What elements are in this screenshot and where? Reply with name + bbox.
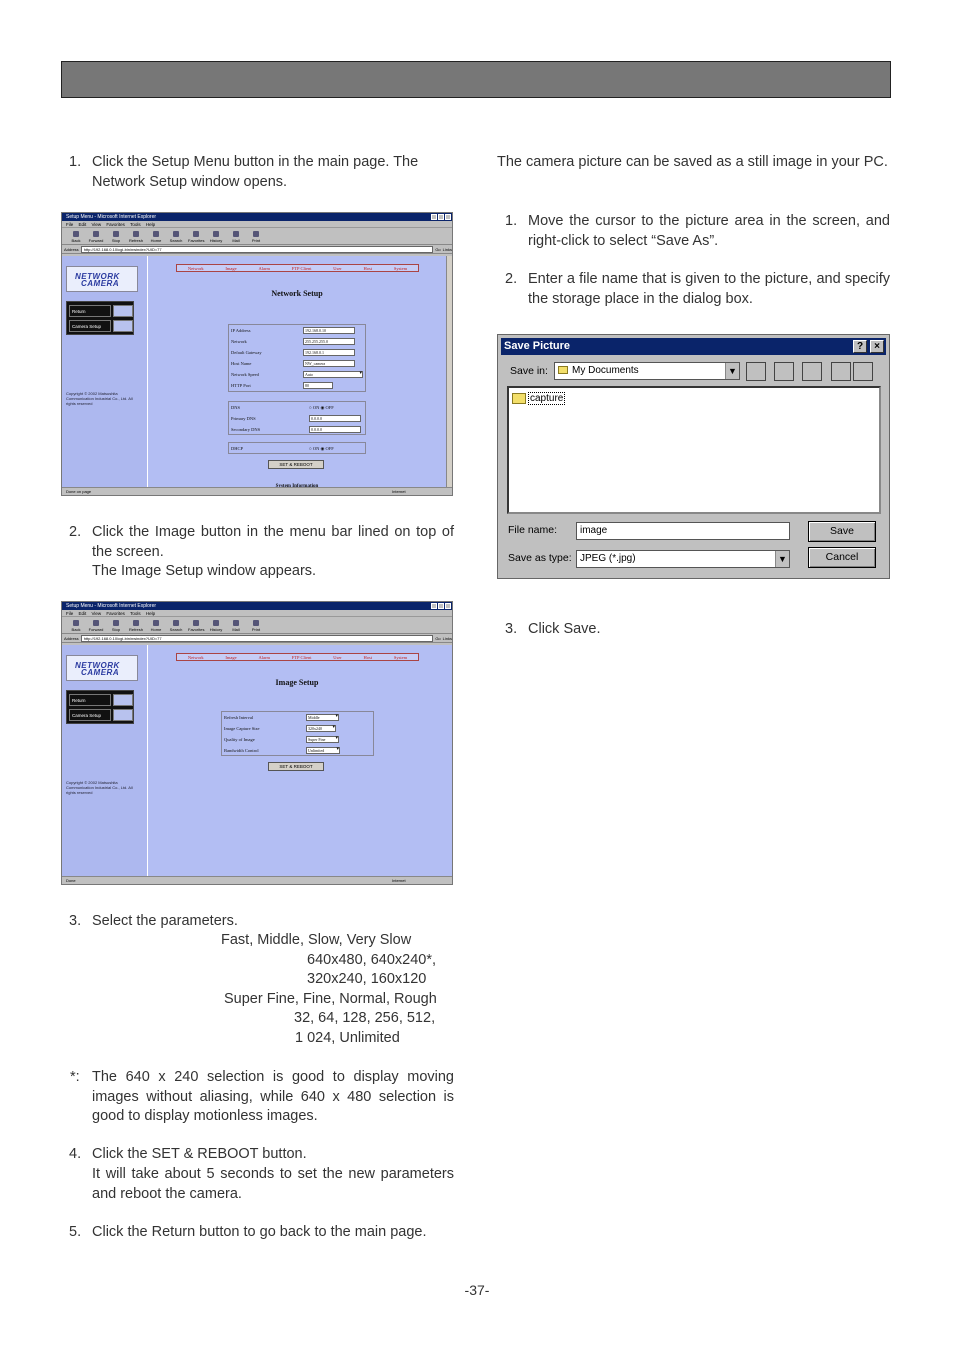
return-button[interactable]: Return bbox=[69, 694, 111, 706]
setup-tabs bbox=[176, 653, 419, 661]
capture-size-select[interactable]: 320x240 ▾ bbox=[306, 725, 336, 732]
save-picture-dialog bbox=[497, 334, 890, 579]
form-row: Quality of Image Super Fine ▾ bbox=[222, 734, 373, 745]
search-button[interactable]: Search bbox=[168, 231, 184, 244]
maximize-icon[interactable] bbox=[438, 214, 444, 220]
file-list[interactable] bbox=[507, 386, 881, 514]
dialog-title-bar bbox=[501, 338, 886, 355]
step-number: 4. bbox=[69, 1146, 82, 1162]
param-quality: Super Fine, Fine, Normal, Rough bbox=[224, 991, 437, 1007]
browser-toolbar bbox=[62, 617, 452, 634]
setup-tabs bbox=[176, 264, 419, 272]
dhcp-radio[interactable]: ○ ON ◉ OFF bbox=[309, 446, 334, 451]
step-2-result: The Image Setup window appears. bbox=[92, 563, 317, 579]
step-number: 5. bbox=[69, 1224, 82, 1240]
save-in-select[interactable]: My Documents ▼ bbox=[554, 362, 740, 380]
form-row: HTTP Port 80 bbox=[229, 380, 365, 391]
mail-button[interactable]: Mail bbox=[228, 231, 244, 244]
form-row: Default Gateway 192.168.0.1 bbox=[229, 347, 365, 358]
go-button[interactable]: Go bbox=[435, 635, 441, 641]
links-button[interactable]: Links bbox=[442, 246, 452, 252]
intro-text: The camera picture can be saved as a still image in your PC. bbox=[497, 154, 888, 170]
ip-address-field[interactable]: 192.168.0.10 bbox=[303, 327, 355, 334]
refresh-button[interactable]: Refresh bbox=[128, 620, 144, 633]
new-folder-icon[interactable] bbox=[802, 362, 822, 381]
browser-toolbar bbox=[62, 228, 452, 245]
folder-capture[interactable]: capture bbox=[512, 392, 565, 405]
page-title: Image Setup bbox=[275, 678, 319, 687]
file-name-label: File name: bbox=[508, 524, 558, 536]
tab-host[interactable]: Host bbox=[363, 265, 373, 271]
save-as-type-label: Save as type: bbox=[508, 552, 572, 564]
scrollbar[interactable] bbox=[446, 256, 452, 487]
help-icon[interactable]: ? bbox=[853, 340, 867, 353]
image-setup-screenshot bbox=[61, 601, 453, 885]
main-pane bbox=[148, 645, 452, 876]
mail-button[interactable]: Mail bbox=[228, 620, 244, 633]
step-2-text: Click the Image button in the menu bar lined on top of the screen. bbox=[92, 524, 454, 560]
form-row: IP Address 192.168.0.10 bbox=[229, 325, 365, 336]
primary-dns-field[interactable]: 0.0.0.0 bbox=[309, 415, 361, 422]
param-bandwidth-1: 32, 64, 128, 256, 512, bbox=[294, 1010, 436, 1026]
close-icon[interactable]: × bbox=[870, 340, 884, 353]
up-folder-icon[interactable] bbox=[746, 362, 766, 381]
nav-box bbox=[66, 301, 134, 335]
bandwidth-select[interactable]: Unlimited ▾ bbox=[306, 747, 340, 754]
param-size-1: 640x480, 640x240*, bbox=[307, 952, 436, 968]
maximize-icon[interactable] bbox=[438, 603, 444, 609]
tab-host[interactable]: Host bbox=[363, 654, 373, 660]
form-row: Network 255.255.255.0 bbox=[229, 336, 365, 347]
dns-radio[interactable]: ○ ON ◉ OFF bbox=[309, 405, 334, 410]
network-speed-select[interactable]: Auto ▾ bbox=[303, 371, 363, 378]
camera-setup-button[interactable]: Camera Setup bbox=[69, 320, 111, 332]
form-row: Host Name NW_camera bbox=[229, 358, 365, 369]
home-button[interactable]: Home bbox=[148, 231, 164, 244]
tab-network[interactable]: Network bbox=[187, 654, 204, 660]
folder-icon bbox=[512, 393, 526, 404]
step-5-text: Click the Return button to go back to the main page. bbox=[92, 1224, 427, 1240]
tab-user[interactable]: User bbox=[333, 654, 342, 660]
param-refresh: Fast, Middle, Slow, Very Slow bbox=[221, 932, 412, 948]
save-step-3-text: Click Save. bbox=[528, 621, 601, 637]
chevron-down-icon[interactable]: ▼ bbox=[775, 551, 789, 567]
param-size-2: 320x240, 160x120 bbox=[307, 971, 427, 987]
form-row: Secondary DNS 0.0.0.0 bbox=[229, 424, 365, 435]
left-pane bbox=[62, 256, 147, 487]
favorites-button[interactable]: Favorites bbox=[188, 231, 204, 244]
desktop-icon[interactable] bbox=[774, 362, 794, 381]
home-button[interactable]: Home bbox=[148, 620, 164, 633]
browser-title-bar: Setup Menu - Microsoft Internet Explorer bbox=[62, 213, 452, 221]
search-button[interactable]: Search bbox=[168, 620, 184, 633]
left-pane bbox=[62, 645, 147, 876]
network-camera-logo: NETWORK CAMERA bbox=[66, 266, 138, 292]
stop-button[interactable]: Stop bbox=[108, 231, 124, 244]
save-step-2-text: Enter a file name that is given to the picture, and specify the storage place in the dialog box. bbox=[528, 271, 890, 307]
form-row: Bandwidth Control Unlimited ▾ bbox=[222, 745, 373, 756]
history-button[interactable]: History bbox=[208, 620, 224, 633]
form-row: Image Capture Size 320x240 ▾ bbox=[222, 723, 373, 734]
set-reboot-button[interactable]: SET & REBOOT bbox=[268, 762, 324, 771]
form-row: Primary DNS 0.0.0.0 bbox=[229, 413, 365, 424]
dns-form bbox=[228, 401, 366, 435]
step-number: 3. bbox=[505, 621, 518, 637]
back-button[interactable]: Back bbox=[68, 620, 84, 633]
form-row: DNS ○ ON ◉ OFF bbox=[229, 402, 365, 413]
page-number: -37- bbox=[464, 1282, 490, 1298]
minimize-icon[interactable] bbox=[431, 214, 437, 220]
copyright-text: Copyright © 2002 Matsushita Communication Industrial Co., Ltd. All rights reserved bbox=[66, 780, 133, 795]
http-port-field[interactable]: 80 bbox=[303, 382, 333, 389]
forward-button[interactable]: Forward bbox=[88, 231, 104, 244]
list-view-icon[interactable] bbox=[831, 362, 851, 381]
tab-alarm[interactable]: Alarm bbox=[258, 654, 270, 660]
browser-menu-bar[interactable]: File Edit View Favorites Tools Help bbox=[62, 221, 452, 228]
step-4-detail: It will take about 5 seconds to set the new parameters and reboot the camera. bbox=[92, 1166, 454, 1202]
tab-image[interactable]: Image bbox=[225, 265, 237, 271]
dhcp-form bbox=[228, 442, 366, 454]
note-mark: *: bbox=[70, 1069, 80, 1085]
step-number: 2. bbox=[505, 271, 518, 287]
secondary-dns-field[interactable]: 0.0.0.0 bbox=[309, 426, 361, 433]
cancel-button[interactable]: Cancel bbox=[808, 547, 876, 568]
step-number: 3. bbox=[69, 913, 82, 929]
param-bandwidth-2: 1 024, Unlimited bbox=[295, 1030, 400, 1046]
return-button[interactable]: Return bbox=[69, 305, 111, 317]
browser-menu-bar[interactable]: File Edit View Favorites Tools Help bbox=[62, 610, 452, 617]
close-icon[interactable] bbox=[445, 603, 451, 609]
main-pane bbox=[148, 256, 446, 487]
address-bar: Address http://192.168.0.10/cgi-bin/nwindex?UID=77 Go Links bbox=[62, 634, 452, 643]
note-text: The 640 x 240 selection is good to display moving images without aliasing, while 640 x 480 selection is good to display motionless images. bbox=[92, 1069, 454, 1124]
quality-select[interactable]: Super Fine ▾ bbox=[306, 736, 339, 743]
refresh-interval-select[interactable]: Middle ▾ bbox=[306, 714, 339, 721]
step-3-text: Select the parameters. bbox=[92, 913, 238, 929]
stop-button[interactable]: Stop bbox=[108, 620, 124, 633]
save-as-type-select[interactable]: JPEG (*.jpg) ▼ bbox=[576, 550, 790, 568]
step-4-text: Click the SET & REBOOT button. bbox=[92, 1146, 307, 1162]
favorites-button[interactable]: Favorites bbox=[188, 620, 204, 633]
links-button[interactable]: Links bbox=[442, 635, 452, 641]
dialog-title: Save Picture bbox=[504, 340, 571, 352]
close-icon[interactable] bbox=[445, 214, 451, 220]
step-number: 2. bbox=[69, 524, 82, 540]
tab-network[interactable]: Network bbox=[187, 265, 204, 271]
details-view-icon[interactable] bbox=[853, 362, 873, 381]
network-camera-logo: NETWORK CAMERA bbox=[66, 655, 138, 681]
address-bar: Address http://192.168.0.10/cgi-bin/nwindex?UID=77 Go Links bbox=[62, 245, 452, 254]
back-button[interactable]: Back bbox=[68, 231, 84, 244]
go-button[interactable]: Go bbox=[435, 246, 441, 252]
step-1-text: Click the Setup Menu button in the main page. The Network Setup window opens. bbox=[92, 154, 419, 190]
save-in-label: Save in: bbox=[510, 365, 548, 377]
network-form bbox=[228, 324, 366, 392]
status-bar: Done on page Internet bbox=[62, 487, 452, 495]
file-name-input[interactable]: image bbox=[576, 522, 790, 540]
save-button[interactable]: Save bbox=[808, 521, 876, 542]
step-number: 1. bbox=[505, 213, 518, 229]
tab-user[interactable]: User bbox=[333, 265, 342, 271]
tab-system[interactable]: System bbox=[393, 654, 408, 660]
image-form bbox=[221, 711, 374, 756]
folder-icon bbox=[558, 366, 568, 374]
history-button[interactable]: History bbox=[208, 231, 224, 244]
save-step-1-text: Move the cursor to the picture area in the screen, and right-click to select “Save As”. bbox=[528, 213, 890, 249]
nav-box bbox=[66, 690, 134, 724]
step-number: 1. bbox=[69, 154, 82, 170]
address-input[interactable]: http://192.168.0.10/cgi-bin/nwindex?UID=77 bbox=[81, 246, 434, 253]
chevron-down-icon[interactable]: ▼ bbox=[725, 363, 739, 379]
print-button[interactable]: Print bbox=[248, 231, 264, 244]
tab-image[interactable]: Image bbox=[225, 654, 237, 660]
copyright-text: Copyright © 2002 Matsushita Communication Industrial Co., Ltd. All rights reserved bbox=[66, 391, 133, 406]
status-bar: Done Internet bbox=[62, 876, 452, 884]
tab-ftp-client[interactable]: FTP Client bbox=[291, 654, 312, 660]
browser-title-bar: Setup Menu - Microsoft Internet Explorer bbox=[62, 602, 452, 610]
camera-setup-button[interactable]: Camera Setup bbox=[69, 709, 111, 721]
refresh-button[interactable]: Refresh bbox=[128, 231, 144, 244]
network-setup-screenshot bbox=[61, 212, 453, 496]
forward-button[interactable]: Forward bbox=[88, 620, 104, 633]
form-row: Refresh Interval Middle ▾ bbox=[222, 712, 373, 723]
page-title: Network Setup bbox=[271, 289, 323, 298]
netmask-field[interactable]: 255.255.255.0 bbox=[303, 338, 355, 345]
section-header-bar bbox=[61, 61, 891, 98]
set-reboot-button[interactable]: SET & REBOOT bbox=[268, 460, 324, 469]
tab-ftp-client[interactable]: FTP Client bbox=[291, 265, 312, 271]
gateway-field[interactable]: 192.168.0.1 bbox=[303, 349, 355, 356]
tab-system[interactable]: System bbox=[393, 265, 408, 271]
form-row: Network Speed Auto ▾ bbox=[229, 369, 365, 380]
form-row: DHCP ○ ON ◉ OFF bbox=[229, 443, 365, 454]
address-input[interactable]: http://192.168.0.10/cgi-bin/nwindex?UID=77 bbox=[81, 635, 434, 642]
print-button[interactable]: Print bbox=[248, 620, 264, 633]
host-name-field[interactable]: NW_camera bbox=[303, 360, 355, 367]
minimize-icon[interactable] bbox=[431, 603, 437, 609]
tab-alarm[interactable]: Alarm bbox=[258, 265, 270, 271]
